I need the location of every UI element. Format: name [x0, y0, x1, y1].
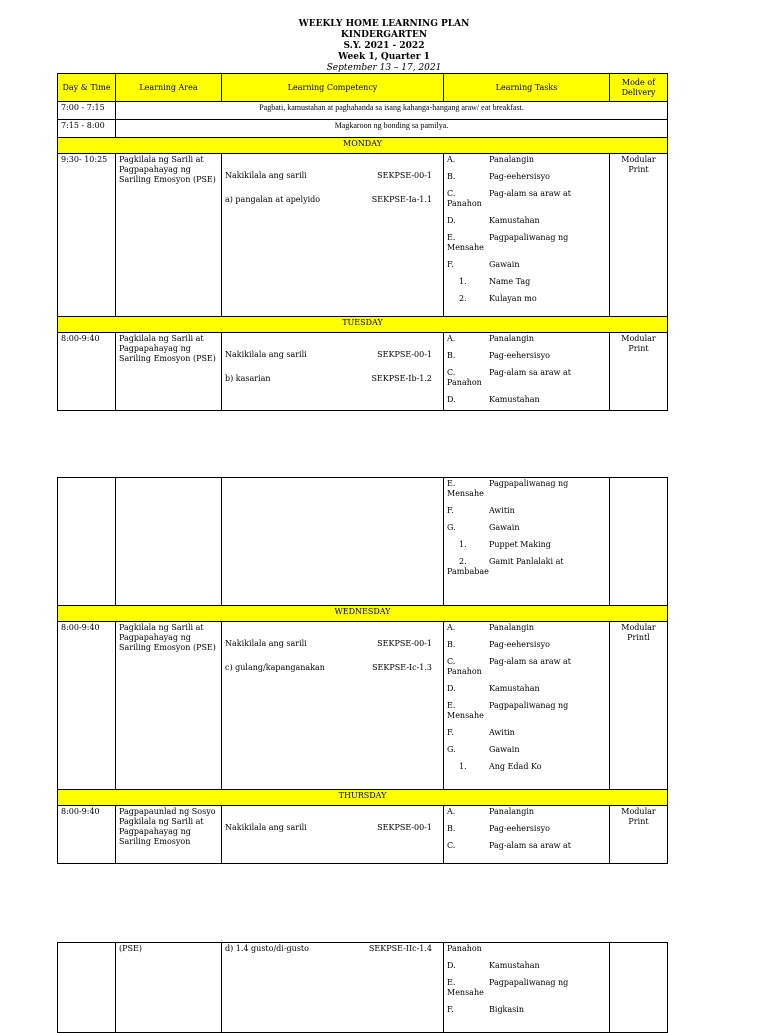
grade-level: KINDERGARTEN [340, 30, 428, 40]
competency-code: SEKPSE-Ib-1.2 [371, 374, 432, 383]
task-letter: A. [447, 155, 456, 164]
task-letter: D. [447, 395, 456, 404]
task-letter: E. [447, 701, 456, 710]
document-header [0, 19, 768, 74]
task-text-cont: Panahon [447, 667, 482, 676]
col-mode-delivery: Mode of Delivery [610, 74, 668, 102]
task-text: Kamustahan [489, 216, 540, 225]
day-wednesday: WEDNESDAY [58, 606, 668, 622]
tuesday-time: 8:00-9:40 [58, 333, 116, 411]
doc-title: WEEKLY HOME LEARNING PLAN [298, 19, 470, 29]
task-text: Gawain [489, 523, 520, 532]
task-text: Panalangin [489, 155, 535, 164]
task-text: Pagpapaliwanag ng [489, 233, 569, 242]
monday-competency [222, 154, 444, 317]
sub-text-cont: Pambabae [447, 567, 489, 576]
task-text: Awitin [489, 506, 515, 515]
thursday-tasks [444, 806, 610, 864]
wednesday-tasks [444, 622, 610, 790]
task-letter: B. [447, 824, 456, 833]
thursday-competency-cont [222, 943, 444, 1033]
task-letter: G. [447, 745, 456, 754]
task-text: Pag-alam sa araw at [489, 368, 571, 377]
task-text: Pag-alam sa araw at [489, 189, 571, 198]
pre-activity-2: Magkaroon ng bonding sa pamilya. [116, 120, 668, 138]
sub-text: Gamit Panlalaki at [489, 557, 564, 566]
task-letter: C. [447, 368, 456, 377]
task-text: Pagpapaliwanag ng [489, 978, 569, 987]
task-letter: B. [447, 172, 456, 181]
task-letter: D. [447, 961, 456, 970]
competency-code: SEKPSE-00-1 [377, 639, 432, 648]
task-letter: F. [447, 1005, 454, 1014]
task-letter: F. [447, 728, 454, 737]
task-text: Pag-alam sa araw at [489, 657, 571, 666]
task-text-cont: Mensahe [447, 489, 484, 498]
task-text-cont: Panahon [447, 944, 482, 953]
task-letter: F. [447, 260, 454, 269]
sub-number: 2. [459, 294, 467, 303]
task-text: Kamustahan [489, 684, 540, 693]
competency-code: SEKPSE-00-1 [377, 350, 432, 359]
tuesday-area: Pagkilala ng Sarili at Pagpapahayag ng Sariling Emosyon (PSE) [116, 333, 222, 411]
pre-time-1: 7:00 - 7:15 [58, 102, 116, 120]
sub-text: Name Tag [489, 277, 531, 286]
sub-number: 1. [459, 540, 467, 549]
monday-tasks [444, 154, 610, 317]
task-letter: A. [447, 334, 456, 343]
task-text: Panalangin [489, 334, 535, 343]
task-text: Kamustahan [489, 961, 540, 970]
school-year: S.Y. 2021 - 2022 [343, 41, 425, 51]
thursday-time: 8:00-9:40 [58, 806, 116, 864]
tuesday-competency [222, 333, 444, 411]
competency: Nakikilala ang sarili [225, 639, 307, 648]
sub-text: Kulayan mo [489, 294, 537, 303]
plan-table-part-3 [57, 942, 668, 1033]
task-letter: E. [447, 233, 456, 242]
task-text: Pag-eehersisyo [489, 824, 550, 833]
task-text-cont: Panahon [447, 378, 482, 387]
thursday-mode: Modular Print [610, 806, 668, 864]
monday-area: Pagkilala ng Sarili at Pagpapahayag ng Sariling Emosyon (PSE) [116, 154, 222, 317]
empty-cell [58, 943, 116, 1033]
task-letter: D. [447, 216, 456, 225]
competency: b) kasarian [225, 374, 271, 383]
thursday-tasks-cont [444, 943, 610, 1033]
task-letter: A. [447, 623, 456, 632]
task-letter: E. [447, 978, 456, 987]
task-letter: B. [447, 351, 456, 360]
col-day-time: Day & Time [58, 74, 116, 102]
task-letter: E. [447, 479, 456, 488]
competency: a) pangalan at apelyido [225, 195, 321, 204]
task-letter: C. [447, 189, 456, 198]
task-text: Pagpapaliwanag ng [489, 701, 569, 710]
empty-cell [58, 478, 116, 606]
task-letter: F. [447, 506, 454, 515]
task-text: Pag-alam sa araw at [489, 841, 571, 850]
task-letter: A. [447, 807, 456, 816]
monday-mode: Modular Print [610, 154, 668, 317]
plan-table-part-1 [57, 73, 668, 411]
task-text: Gawain [489, 745, 520, 754]
task-text: Awitin [489, 728, 515, 737]
competency-code: SEKPSE-00-1 [377, 823, 432, 832]
task-text: Pag-eehersisyo [489, 172, 550, 181]
sub-text: Ang Edad Ko [489, 762, 542, 771]
monday-time: 9:30- 10:25 [58, 154, 116, 317]
task-letter: C. [447, 841, 456, 850]
sub-text: Puppet Making [489, 540, 551, 549]
task-letter: C. [447, 657, 456, 666]
task-text-cont: Panahon [447, 199, 482, 208]
task-letter: B. [447, 640, 456, 649]
col-learning-competency: Learning Competency [222, 74, 444, 102]
task-text-cont: Mensahe [447, 711, 484, 720]
wednesday-mode: Modular Printl [610, 622, 668, 790]
pre-activity-1: Pagbati, kamustahan at paghahanda sa isang kahanga-hangang araw/ eat breakfast. [116, 102, 668, 120]
empty-cell [116, 478, 222, 606]
task-text: Kamustahan [489, 395, 540, 404]
competency: Nakikilala ang sarili [225, 350, 307, 359]
sub-number: 1. [459, 277, 467, 286]
task-text: Panalangin [489, 807, 535, 816]
competency: Nakikilala ang sarili [225, 171, 307, 180]
task-text: Bigkasin [489, 1005, 524, 1014]
day-monday: MONDAY [58, 138, 668, 154]
tuesday-mode: Modular Print [610, 333, 668, 411]
thursday-competency [222, 806, 444, 864]
empty-cell [222, 478, 444, 606]
week-quarter: Week 1, Quarter 1 [338, 52, 430, 62]
competency: Nakikilala ang sarili [225, 823, 307, 832]
pre-time-2: 7:15 - 8:00 [58, 120, 116, 138]
col-learning-area: Learning Area [116, 74, 222, 102]
competency-code: SEKPSE-Ia-1.1 [371, 195, 432, 204]
task-letter: G. [447, 523, 456, 532]
date-range: September 13 – 17, 2021 [326, 63, 442, 73]
day-thursday: THURSDAY [58, 790, 668, 806]
task-text: Pag-eehersisyo [489, 351, 550, 360]
wednesday-competency [222, 622, 444, 790]
empty-cell [610, 478, 668, 606]
thursday-area-cont: (PSE) [116, 943, 222, 1033]
col-learning-tasks: Learning Tasks [444, 74, 610, 102]
plan-table-part-2 [57, 477, 668, 864]
competency-code: SEKPSE-IIc-1.4 [368, 944, 432, 953]
thursday-area: Pagpapaunlad ng Sosyo Pagkilala ng Sarili at Pagpapahayag ng Sariling Emosyon [116, 806, 222, 864]
competency-code: SEKPSE-00-1 [377, 171, 432, 180]
tuesday-tasks [444, 333, 610, 411]
wednesday-area: Pagkilala ng Sarili at Pagpapahayag ng Sariling Emosyon (PSE) [116, 622, 222, 790]
empty-cell [610, 943, 668, 1033]
sub-number: 2. [459, 557, 467, 566]
sub-number: 1. [459, 762, 467, 771]
task-text: Panalangin [489, 623, 535, 632]
task-text-cont: Mensahe [447, 988, 484, 997]
task-text: Pagpapaliwanag ng [489, 479, 569, 488]
competency: c) gulang/kapanganakan [225, 663, 325, 672]
wednesday-time: 8:00-9:40 [58, 622, 116, 790]
task-text-cont: Mensahe [447, 243, 484, 252]
task-text: Gawain [489, 260, 520, 269]
competency-code: SEKPSE-Ic-1.3 [372, 663, 432, 672]
day-tuesday: TUESDAY [58, 317, 668, 333]
competency: d) 1.4 gusto/di-gusto [225, 944, 309, 953]
tuesday-tasks-cont [444, 478, 610, 606]
task-text: Pag-eehersisyo [489, 640, 550, 649]
task-letter: D. [447, 684, 456, 693]
